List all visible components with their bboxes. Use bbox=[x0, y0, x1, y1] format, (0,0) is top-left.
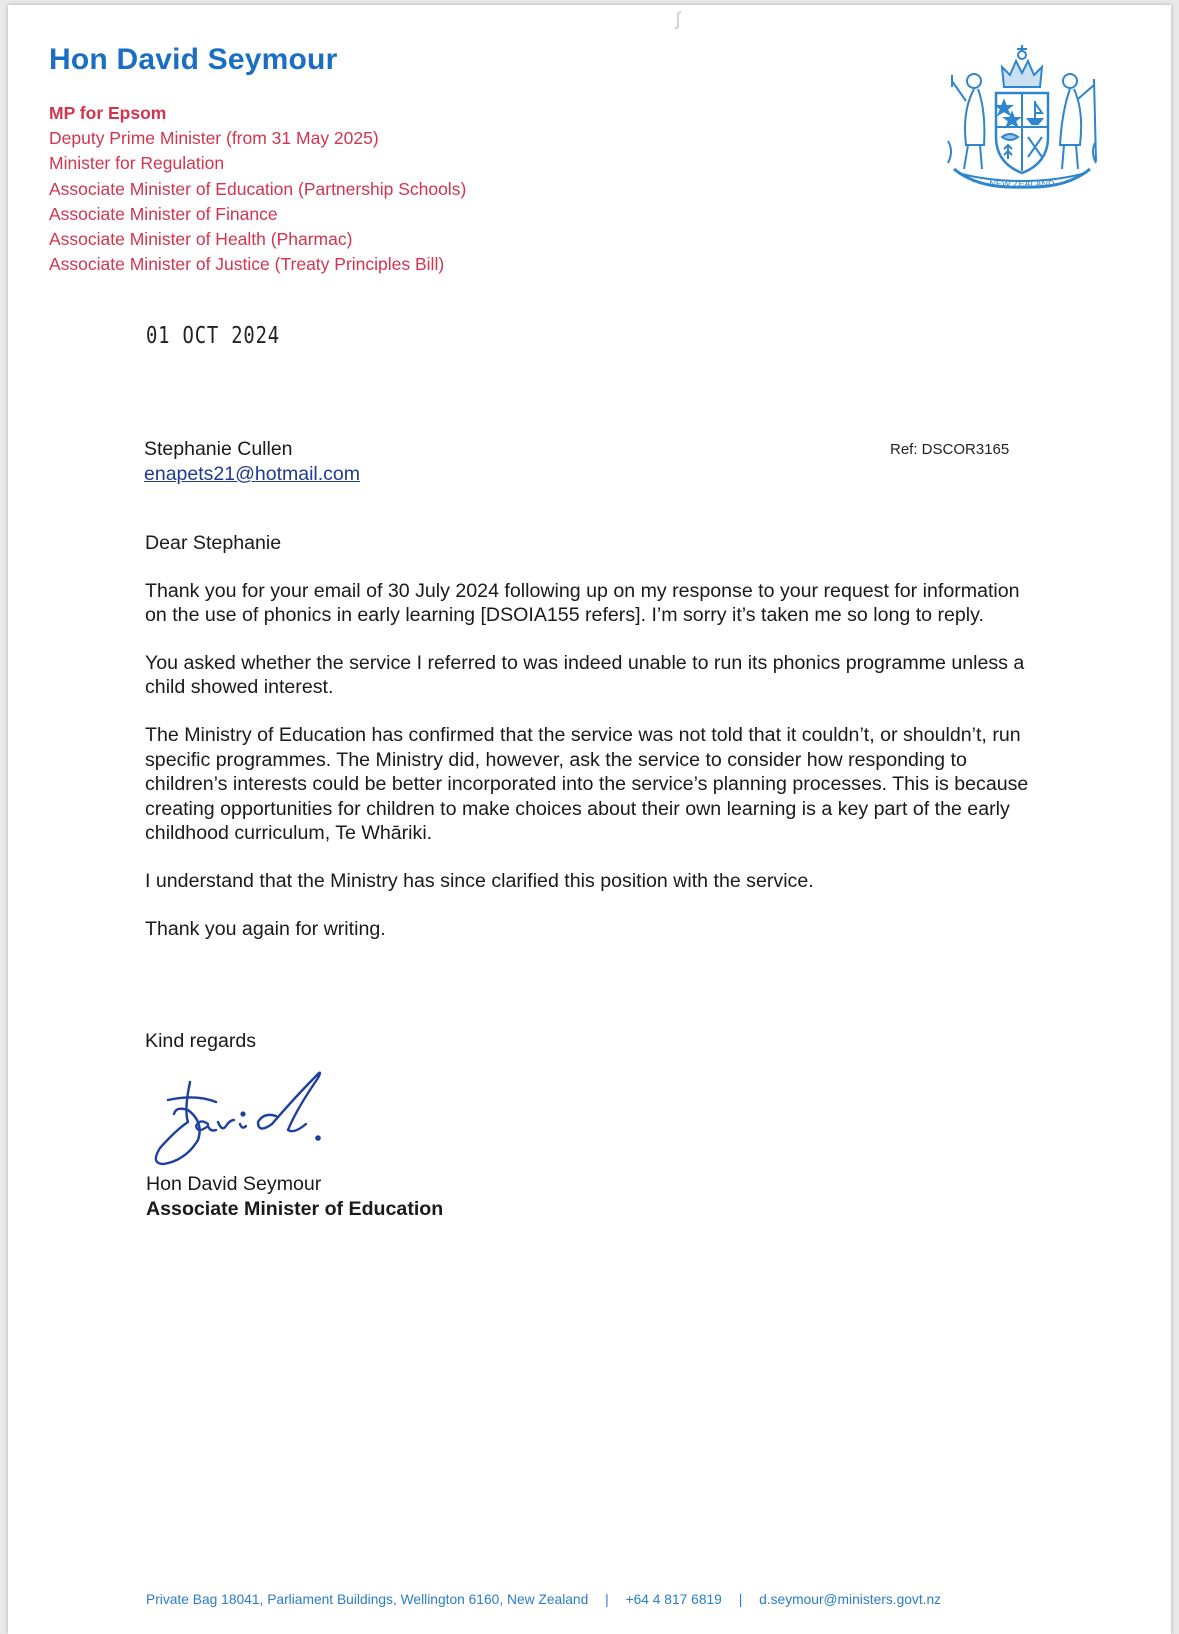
recipient-name: Stephanie Cullen bbox=[144, 438, 293, 460]
crest-scroll-text: NEW ZEALAND bbox=[989, 179, 1055, 189]
footer-address: Private Bag 18041, Parliament Buildings, Wellington 6160, New Zealand bbox=[146, 1592, 589, 1607]
nz-coat-of-arms-icon bbox=[938, 41, 1106, 193]
footer-separator-1: | bbox=[605, 1592, 609, 1607]
reference-number: Ref: DSCOR3165 bbox=[890, 441, 1010, 458]
footer-contact bbox=[146, 1592, 941, 1607]
signature-text: David. bbox=[146, 1060, 149, 1061]
title-line-deputy-pm: Deputy Prime Minister (from 31 May 2025) bbox=[49, 128, 379, 149]
body-paragraph-1: Thank you for your email of 30 July 2024 following up on my response to your request for information on the use of phonics in early learning [DSOIA155 refers]. I’m sorry it’s taken me so long to reply. bbox=[145, 579, 1020, 627]
body-paragraph-4: I understand that the Ministry has since clarified this position with the service. bbox=[145, 869, 814, 892]
title-line-finance: Associate Minister of Finance bbox=[49, 203, 278, 224]
signer-name: Hon David Seymour bbox=[146, 1173, 322, 1195]
title-line-health: Associate Minister of Health (Pharmac) bbox=[49, 229, 353, 250]
footer-email-link[interactable]: d.seymour@ministers.govt.nz bbox=[759, 1592, 942, 1607]
title-line-education: Associate Minister of Education (Partnership Schools) bbox=[49, 178, 467, 199]
date-stamp: 01 OCT 2024 bbox=[146, 323, 280, 349]
footer-phone: +64 4 817 6819 bbox=[625, 1592, 722, 1607]
body-paragraph-3: The Ministry of Education has confirmed that the service was not told that it couldn’t, or shouldn’t, run specific programmes. The Ministry did, however, ask the service to consider how responding to children’s interests could be better incorporated into the service’s planning processes. This is because creating opportunities for children to make choices about their own learning is a key part of the early childhood curriculum, Te Whāriki. bbox=[145, 723, 1029, 845]
closing: Kind regards bbox=[145, 1030, 257, 1052]
letterhead-name: Hon David Seymour bbox=[49, 43, 338, 76]
pen-mark: ʃ bbox=[676, 9, 680, 29]
body-paragraph-5: Thank you again for writing. bbox=[145, 917, 386, 940]
body-paragraph-2: You asked whether the service I referred to was indeed unable to run its phonics programme unless a child showed interest. bbox=[145, 651, 1025, 699]
signer-block bbox=[146, 1172, 443, 1222]
title-line-regulation: Minister for Regulation bbox=[49, 153, 225, 174]
handwritten-signature bbox=[146, 1060, 346, 1170]
salutation: Dear Stephanie bbox=[145, 532, 282, 554]
minister-titles bbox=[49, 101, 466, 277]
signer-role: Associate Minister of Education bbox=[146, 1198, 444, 1220]
title-line-justice: Associate Minister of Justice (Treaty Principles Bill) bbox=[49, 254, 445, 275]
recipient-block bbox=[144, 437, 360, 487]
letter-page bbox=[8, 5, 1171, 1634]
footer-separator-2: | bbox=[738, 1592, 743, 1607]
recipient-email-link[interactable]: enapets21@hotmail.com bbox=[144, 463, 360, 485]
title-line-electorate: MP for Epsom bbox=[49, 103, 167, 123]
letter-body bbox=[145, 531, 1040, 964]
